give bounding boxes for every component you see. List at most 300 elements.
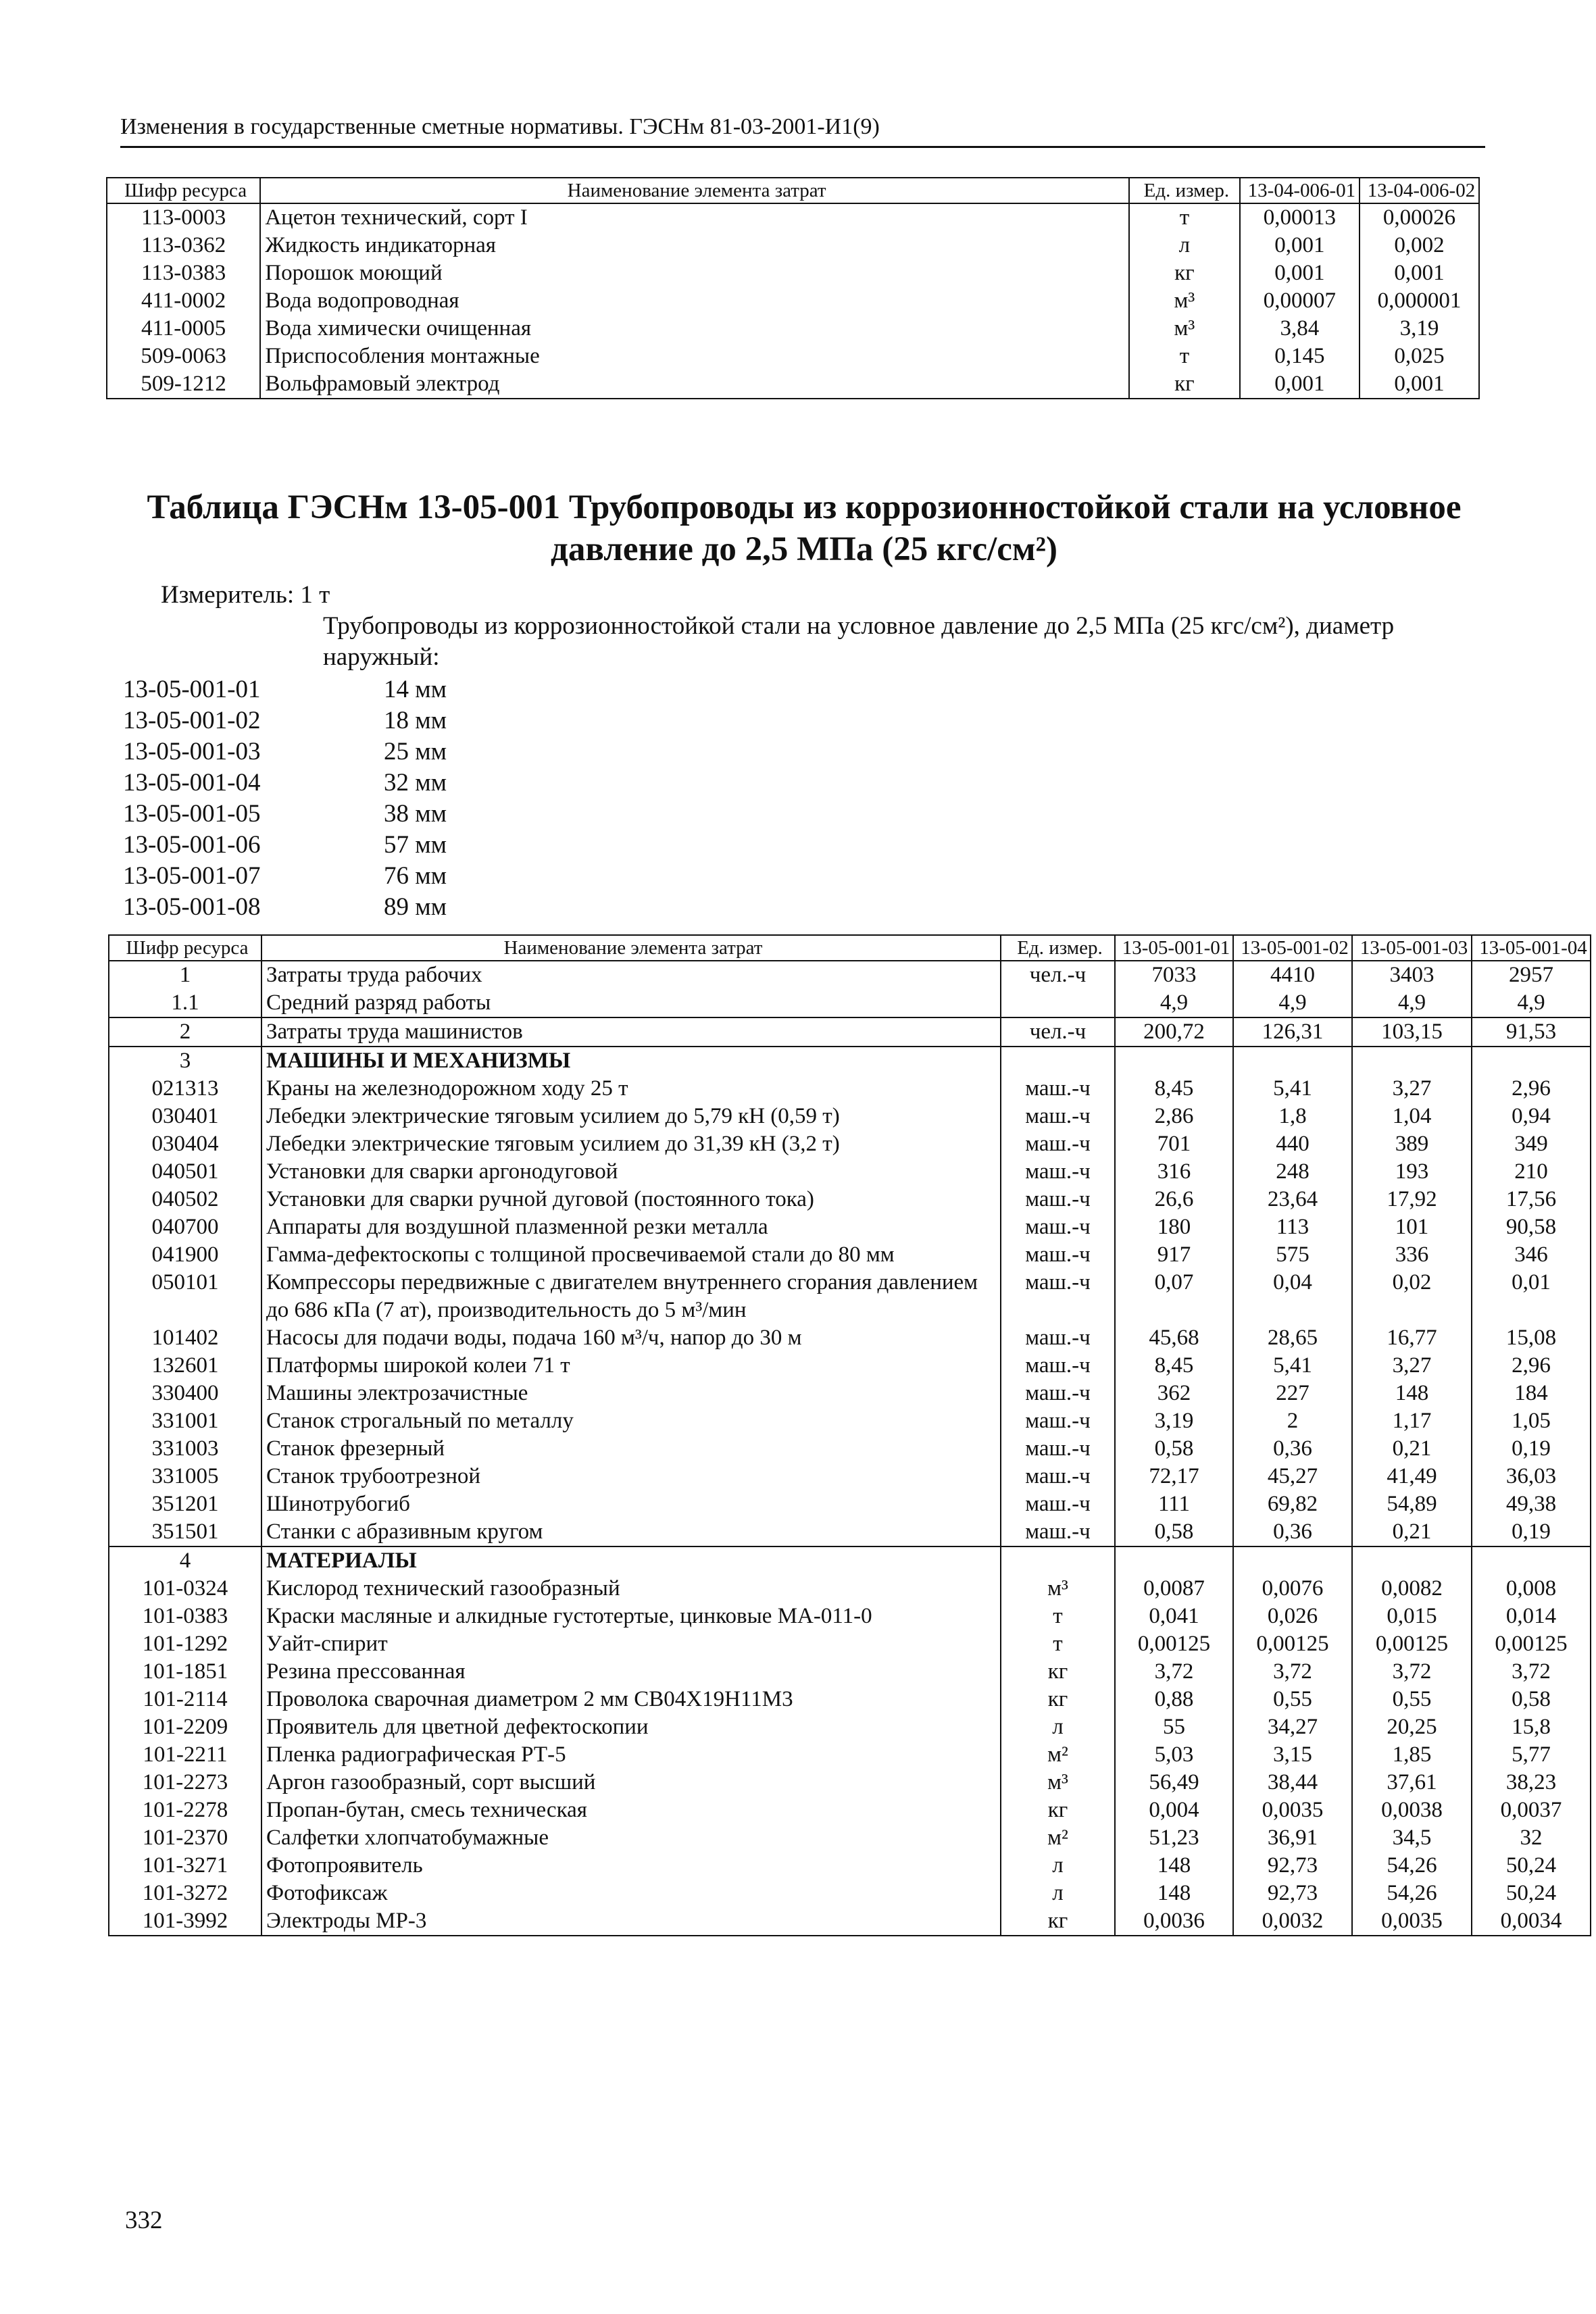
value-cell: 69,82 xyxy=(1233,1490,1352,1518)
diameter: 89 мм xyxy=(384,893,447,921)
resource-name: Лебедки электрические тяговым усилием до 31,39 кН (3,2 т) xyxy=(261,1130,1001,1158)
value-cell: 0,0034 xyxy=(1472,1907,1591,1936)
value-cell: 362 xyxy=(1115,1380,1233,1407)
value-cell: 34,5 xyxy=(1352,1824,1472,1852)
value-cell: 575 xyxy=(1233,1241,1352,1269)
value-cell: 20,25 xyxy=(1352,1713,1472,1741)
resource-code: 030401 xyxy=(109,1103,261,1130)
description-text: Трубопроводы из коррозионностойкой стали на условное давление до 2,5 МПа (25 кгс/см²), диаметр наружный: xyxy=(323,612,1395,671)
value-cell: 2,96 xyxy=(1472,1075,1591,1103)
unit: маш.-ч xyxy=(1001,1158,1115,1186)
resource-name: Жидкость индикаторная xyxy=(260,232,1129,259)
value-cell: 148 xyxy=(1352,1380,1472,1407)
unit: л xyxy=(1001,1880,1115,1907)
value-cell: 0,0032 xyxy=(1233,1907,1352,1936)
value-cell: 3,72 xyxy=(1233,1658,1352,1686)
value-cell: 15,8 xyxy=(1472,1713,1591,1741)
diameter: 32 мм xyxy=(384,769,447,797)
value-cell: 0,19 xyxy=(1472,1518,1591,1546)
unit xyxy=(1001,1047,1115,1075)
value-cell: 2,86 xyxy=(1115,1103,1233,1130)
value-cell: 4,9 xyxy=(1115,989,1233,1017)
value-cell: 45,68 xyxy=(1115,1324,1233,1352)
value-cell: 0,0082 xyxy=(1352,1575,1472,1603)
value-cell: 0,00013 xyxy=(1240,203,1360,232)
resource-name: Установки для сварки аргонодуговой xyxy=(261,1158,1001,1186)
value-cell: 0,025 xyxy=(1360,343,1479,370)
value-cell: 0,001 xyxy=(1240,232,1360,259)
table-row xyxy=(107,232,1479,259)
resource-name: Пропан-бутан, смесь техническая xyxy=(261,1796,1001,1824)
resource-code: 101-0383 xyxy=(109,1603,261,1630)
column-header: 13-05-001-04 xyxy=(1472,935,1591,961)
code-item xyxy=(123,830,447,861)
resource-code: 101-1292 xyxy=(109,1630,261,1658)
table-row xyxy=(107,203,1479,232)
resource-code: 101-2370 xyxy=(109,1824,261,1852)
value-cell: 0,36 xyxy=(1233,1518,1352,1546)
resource-name: Краски масляные и алкидные густотертые, цинковые МА-011-0 xyxy=(261,1603,1001,1630)
resource-code: 132601 xyxy=(109,1352,261,1380)
value-cell: 55 xyxy=(1115,1713,1233,1741)
unit: т xyxy=(1001,1630,1115,1658)
meter-label: Измеритель: 1 т xyxy=(161,581,330,609)
value-cell: 2957 xyxy=(1472,961,1591,989)
resource-code: 1.1 xyxy=(109,989,261,1017)
resource-name: Платформы широкой колеи 71 т xyxy=(261,1352,1001,1380)
resource-name: Аргон газообразный, сорт высший xyxy=(261,1769,1001,1796)
table-row xyxy=(109,1852,1591,1880)
value-cell: 0,00125 xyxy=(1115,1630,1233,1658)
code-list xyxy=(123,674,447,923)
unit: маш.-ч xyxy=(1001,1213,1115,1241)
running-header: Изменения в государственные сметные нормативы. ГЭСНм 81-03-2001-И1(9) xyxy=(120,114,1485,148)
value-cell xyxy=(1472,1047,1591,1075)
resource-code: 1 xyxy=(109,961,261,989)
resource-name: Затраты труда машинистов xyxy=(261,1017,1001,1047)
table-row xyxy=(109,1603,1591,1630)
value-cell: 3,72 xyxy=(1472,1658,1591,1686)
section-title: МАШИНЫ И МЕХАНИЗМЫ xyxy=(261,1047,1001,1075)
unit: кг xyxy=(1129,370,1240,399)
value-cell: 148 xyxy=(1115,1880,1233,1907)
unit: л xyxy=(1001,1852,1115,1880)
value-cell: 0,07 xyxy=(1115,1269,1233,1324)
unit: маш.-ч xyxy=(1001,1241,1115,1269)
value-cell: 200,72 xyxy=(1115,1017,1233,1047)
column-header: 13-05-001-01 xyxy=(1115,935,1233,961)
unit: м³ xyxy=(1001,1769,1115,1796)
value-cell: 0,015 xyxy=(1352,1603,1472,1630)
resource-name: Машины электрозачистные xyxy=(261,1380,1001,1407)
code-item xyxy=(123,736,447,768)
resources-table-13-04-006 xyxy=(106,177,1480,399)
value-cell: 0,0036 xyxy=(1115,1907,1233,1936)
unit: кг xyxy=(1001,1686,1115,1713)
resource-name: Гамма-дефектоскопы с толщиной просвечиваемой стали до 80 мм xyxy=(261,1241,1001,1269)
resources-table-13-05-001 xyxy=(108,934,1591,1936)
value-cell: 0,00007 xyxy=(1240,287,1360,315)
table-row xyxy=(109,1686,1591,1713)
value-cell: 184 xyxy=(1472,1380,1591,1407)
code-item xyxy=(123,674,447,705)
value-cell: 3,72 xyxy=(1115,1658,1233,1686)
value-cell: 0,0038 xyxy=(1352,1796,1472,1824)
table-row xyxy=(109,1269,1591,1324)
value-cell: 0,00026 xyxy=(1360,203,1479,232)
table-row xyxy=(109,1907,1591,1936)
value-cell xyxy=(1233,1546,1352,1575)
table-row xyxy=(109,1241,1591,1269)
diameter: 76 мм xyxy=(384,862,447,890)
norm-code: 13-05-001-06 xyxy=(123,831,261,859)
table-row xyxy=(109,1047,1591,1075)
value-cell: 389 xyxy=(1352,1130,1472,1158)
table-row xyxy=(109,1158,1591,1186)
table-row xyxy=(109,1824,1591,1852)
table-row xyxy=(109,1075,1591,1103)
unit: чел.-ч xyxy=(1001,1017,1115,1047)
value-cell: 45,27 xyxy=(1233,1463,1352,1490)
value-cell: 36,03 xyxy=(1472,1463,1591,1490)
value-cell: 2 xyxy=(1233,1407,1352,1435)
resource-name: Резина прессованная xyxy=(261,1658,1001,1686)
table-row xyxy=(109,1380,1591,1407)
value-cell: 0,0037 xyxy=(1472,1796,1591,1824)
value-cell: 1,04 xyxy=(1352,1103,1472,1130)
value-cell: 0,58 xyxy=(1115,1435,1233,1463)
value-cell: 1,85 xyxy=(1352,1741,1472,1769)
unit: кг xyxy=(1001,1658,1115,1686)
value-cell: 316 xyxy=(1115,1158,1233,1186)
unit: м³ xyxy=(1129,287,1240,315)
resource-code: 331005 xyxy=(109,1463,261,1490)
value-cell: 0,002 xyxy=(1360,232,1479,259)
value-cell: 0,19 xyxy=(1472,1435,1591,1463)
value-cell: 113 xyxy=(1233,1213,1352,1241)
value-cell: 51,23 xyxy=(1115,1824,1233,1852)
resource-name: Фотопроявитель xyxy=(261,1852,1001,1880)
value-cell: 0,041 xyxy=(1115,1603,1233,1630)
unit: чел.-ч xyxy=(1001,961,1115,989)
value-cell: 3,84 xyxy=(1240,315,1360,343)
resource-code: 101-3272 xyxy=(109,1880,261,1907)
value-cell: 3,27 xyxy=(1352,1075,1472,1103)
value-cell: 5,77 xyxy=(1472,1741,1591,1769)
value-cell: 103,15 xyxy=(1352,1017,1472,1047)
unit: маш.-ч xyxy=(1001,1518,1115,1546)
resource-code: 331003 xyxy=(109,1435,261,1463)
unit: маш.-ч xyxy=(1001,1130,1115,1158)
resource-name: Ацетон технический, сорт I xyxy=(260,203,1129,232)
table-row xyxy=(109,1352,1591,1380)
resource-name: Насосы для подачи воды, подача 160 м³/ч, напор до 30 м xyxy=(261,1324,1001,1352)
unit: кг xyxy=(1001,1907,1115,1936)
norm-code: 13-05-001-02 xyxy=(123,707,261,734)
unit: маш.-ч xyxy=(1001,1490,1115,1518)
table-body xyxy=(107,203,1479,399)
resource-name: Салфетки хлопчатобумажные xyxy=(261,1824,1001,1852)
value-cell: 26,6 xyxy=(1115,1186,1233,1213)
value-cell: 0,014 xyxy=(1472,1603,1591,1630)
column-header: Шифр ресурса xyxy=(107,178,260,203)
value-cell: 5,41 xyxy=(1233,1352,1352,1380)
resource-name: Приспособления монтажные xyxy=(260,343,1129,370)
table-row xyxy=(107,315,1479,343)
resource-name: Порошок моющий xyxy=(260,259,1129,287)
unit: маш.-ч xyxy=(1001,1269,1115,1324)
code-item xyxy=(123,892,447,923)
value-cell: 227 xyxy=(1233,1380,1352,1407)
resource-code: 509-0063 xyxy=(107,343,260,370)
resource-code: 101-1851 xyxy=(109,1658,261,1686)
value-cell: 111 xyxy=(1115,1490,1233,1518)
diameter: 38 мм xyxy=(384,800,447,828)
diameter: 25 мм xyxy=(384,738,447,765)
column-header: 13-05-001-02 xyxy=(1233,935,1352,961)
column-header: 13-05-001-03 xyxy=(1352,935,1472,961)
value-cell: 0,001 xyxy=(1240,370,1360,399)
table-row xyxy=(109,1463,1591,1490)
unit: маш.-ч xyxy=(1001,1324,1115,1352)
unit: м² xyxy=(1001,1741,1115,1769)
table-row xyxy=(109,1324,1591,1352)
value-cell: 248 xyxy=(1233,1158,1352,1186)
value-cell: 0,0087 xyxy=(1115,1575,1233,1603)
norm-code: 13-05-001-08 xyxy=(123,893,261,921)
resource-code: 101-0324 xyxy=(109,1575,261,1603)
unit: маш.-ч xyxy=(1001,1435,1115,1463)
resource-name: Станок фрезерный xyxy=(261,1435,1001,1463)
row-group xyxy=(109,1047,1591,1546)
table-row xyxy=(109,1490,1591,1518)
value-cell: 0,001 xyxy=(1240,259,1360,287)
value-cell: 148 xyxy=(1115,1852,1233,1880)
value-cell: 5,03 xyxy=(1115,1741,1233,1769)
resource-code: 101-3271 xyxy=(109,1852,261,1880)
unit: кг xyxy=(1129,259,1240,287)
unit: м³ xyxy=(1129,315,1240,343)
code-item xyxy=(123,861,447,892)
value-cell: 3,72 xyxy=(1352,1658,1472,1686)
value-cell: 180 xyxy=(1115,1213,1233,1241)
resource-name: Станок трубоотрезной xyxy=(261,1463,1001,1490)
value-cell: 0,02 xyxy=(1352,1269,1472,1324)
value-cell: 0,001 xyxy=(1360,259,1479,287)
code-item xyxy=(123,705,447,736)
resource-code: 2 xyxy=(109,1017,261,1047)
table-row xyxy=(109,1630,1591,1658)
table-row xyxy=(109,1017,1591,1047)
table-row xyxy=(109,1435,1591,1463)
value-cell: 54,89 xyxy=(1352,1490,1472,1518)
resource-code: 050101 xyxy=(109,1269,261,1324)
code-item xyxy=(123,799,447,830)
value-cell xyxy=(1115,1546,1233,1575)
value-cell: 3,27 xyxy=(1352,1352,1472,1380)
value-cell xyxy=(1472,1546,1591,1575)
value-cell: 193 xyxy=(1352,1158,1472,1186)
table-row xyxy=(109,1658,1591,1686)
norm-code: 13-05-001-04 xyxy=(123,769,261,797)
value-cell: 0,55 xyxy=(1233,1686,1352,1713)
value-cell: 0,00125 xyxy=(1233,1630,1352,1658)
value-cell: 2,96 xyxy=(1472,1352,1591,1380)
resource-name: Средний разряд работы xyxy=(261,989,1001,1017)
table-row xyxy=(109,1713,1591,1741)
resource-code: 411-0002 xyxy=(107,287,260,315)
value-cell: 0,55 xyxy=(1352,1686,1472,1713)
unit: маш.-ч xyxy=(1001,1380,1115,1407)
value-cell: 917 xyxy=(1115,1241,1233,1269)
value-cell: 0,58 xyxy=(1115,1518,1233,1546)
resource-name: Аппараты для воздушной плазменной резки металла xyxy=(261,1213,1001,1241)
value-cell: 701 xyxy=(1115,1130,1233,1158)
norm-code: 13-05-001-01 xyxy=(123,676,261,703)
row-group xyxy=(109,961,1591,1017)
norm-code: 13-05-001-07 xyxy=(123,862,261,890)
unit: кг xyxy=(1001,1796,1115,1824)
resource-name: Лебедки электрические тяговым усилием до 5,79 кН (0,59 т) xyxy=(261,1103,1001,1130)
norm-code: 13-05-001-03 xyxy=(123,738,261,765)
resource-code: 3 xyxy=(109,1047,261,1075)
table-row xyxy=(109,1546,1591,1575)
column-header: 13-04-006-01 xyxy=(1240,178,1360,203)
resource-name: Станки с абразивным кругом xyxy=(261,1518,1001,1546)
resource-code: 411-0005 xyxy=(107,315,260,343)
value-cell: 92,73 xyxy=(1233,1880,1352,1907)
unit: маш.-ч xyxy=(1001,1352,1115,1380)
table-row xyxy=(107,343,1479,370)
value-cell: 0,001 xyxy=(1360,370,1479,399)
resource-code: 101-2278 xyxy=(109,1796,261,1824)
value-cell: 50,24 xyxy=(1472,1880,1591,1907)
resource-code: 331001 xyxy=(109,1407,261,1435)
resource-code: 021313 xyxy=(109,1075,261,1103)
value-cell: 56,49 xyxy=(1115,1769,1233,1796)
resource-code: 041900 xyxy=(109,1241,261,1269)
unit: м³ xyxy=(1001,1575,1115,1603)
value-cell: 0,145 xyxy=(1240,343,1360,370)
norm-code: 13-05-001-05 xyxy=(123,800,261,828)
table-row xyxy=(107,259,1479,287)
value-cell: 92,73 xyxy=(1233,1852,1352,1880)
value-cell: 23,64 xyxy=(1233,1186,1352,1213)
resource-code: 4 xyxy=(109,1546,261,1575)
value-cell: 4,9 xyxy=(1233,989,1352,1017)
value-cell: 38,23 xyxy=(1472,1769,1591,1796)
value-cell: 8,45 xyxy=(1115,1075,1233,1103)
unit: маш.-ч xyxy=(1001,1407,1115,1435)
resource-code: 101402 xyxy=(109,1324,261,1352)
resource-code: 101-3992 xyxy=(109,1907,261,1936)
value-cell: 0,004 xyxy=(1115,1796,1233,1824)
resource-code: 040501 xyxy=(109,1158,261,1186)
resource-name: Фотофиксаж xyxy=(261,1880,1001,1907)
value-cell: 49,38 xyxy=(1472,1490,1591,1518)
unit: т xyxy=(1001,1603,1115,1630)
value-cell: 72,17 xyxy=(1115,1463,1233,1490)
value-cell: 7033 xyxy=(1115,961,1233,989)
section-title: МАТЕРИАЛЫ xyxy=(261,1546,1001,1575)
value-cell: 1,05 xyxy=(1472,1407,1591,1435)
page-number: 332 xyxy=(125,2207,163,2234)
table-row xyxy=(109,1796,1591,1824)
value-cell: 0,04 xyxy=(1233,1269,1352,1324)
resource-name: Пленка радиографическая РТ-5 xyxy=(261,1741,1001,1769)
resource-name: Кислород технический газообразный xyxy=(261,1575,1001,1603)
value-cell: 38,44 xyxy=(1233,1769,1352,1796)
value-cell: 0,000001 xyxy=(1360,287,1479,315)
value-cell: 28,65 xyxy=(1233,1324,1352,1352)
value-cell: 54,26 xyxy=(1352,1852,1472,1880)
table-title: Таблица ГЭСНм 13-05-001 Трубопроводы из коррозионностойкой стали на условное давление до 2,5 МПа (25 кгс/см²) xyxy=(147,488,1462,568)
value-cell: 5,41 xyxy=(1233,1075,1352,1103)
column-header: Ед. измер. xyxy=(1129,178,1240,203)
unit: маш.-ч xyxy=(1001,1186,1115,1213)
value-cell: 54,26 xyxy=(1352,1880,1472,1907)
value-cell: 36,91 xyxy=(1233,1824,1352,1852)
resource-code: 351501 xyxy=(109,1518,261,1546)
value-cell xyxy=(1115,1047,1233,1075)
value-cell: 0,0035 xyxy=(1233,1796,1352,1824)
resource-name: Проявитель для цветной дефектоскопии xyxy=(261,1713,1001,1741)
value-cell: 3,15 xyxy=(1233,1741,1352,1769)
table-row xyxy=(109,989,1591,1017)
table-row xyxy=(109,1130,1591,1158)
value-cell: 0,026 xyxy=(1233,1603,1352,1630)
column-header: Ед. измер. xyxy=(1001,935,1115,961)
resource-name: Проволока сварочная диаметром 2 мм СВ04Х19Н11М3 xyxy=(261,1686,1001,1713)
value-cell: 4,9 xyxy=(1472,989,1591,1017)
unit xyxy=(1001,989,1115,1017)
column-header: Шифр ресурса xyxy=(109,935,261,961)
resource-name: Шинотрубогиб xyxy=(261,1490,1001,1518)
value-cell: 0,008 xyxy=(1472,1575,1591,1603)
table-row xyxy=(109,1575,1591,1603)
value-cell: 0,0076 xyxy=(1233,1575,1352,1603)
table-row xyxy=(109,1103,1591,1130)
row-group xyxy=(109,1546,1591,1936)
value-cell: 50,24 xyxy=(1472,1852,1591,1880)
resource-code: 330400 xyxy=(109,1380,261,1407)
value-cell: 0,58 xyxy=(1472,1686,1591,1713)
value-cell: 0,0035 xyxy=(1352,1907,1472,1936)
column-header: Наименование элемента затрат xyxy=(260,178,1129,203)
resource-name: Компрессоры передвижные с двигателем внутреннего сгорания давлением до 686 кПа (7 ат), производительность до 5 м³/мин xyxy=(261,1269,1001,1324)
table-row xyxy=(109,1186,1591,1213)
resource-code: 101-2114 xyxy=(109,1686,261,1713)
unit xyxy=(1001,1546,1115,1575)
value-cell: 210 xyxy=(1472,1158,1591,1186)
unit: л xyxy=(1001,1713,1115,1741)
row-group xyxy=(109,1017,1591,1047)
resource-code: 101-2273 xyxy=(109,1769,261,1796)
resource-name: Вольфрамовый электрод xyxy=(260,370,1129,399)
column-header: 13-04-006-02 xyxy=(1360,178,1479,203)
table-row xyxy=(109,1741,1591,1769)
resource-code: 040502 xyxy=(109,1186,261,1213)
value-cell: 0,88 xyxy=(1115,1686,1233,1713)
resource-code: 113-0362 xyxy=(107,232,260,259)
value-cell xyxy=(1352,1546,1472,1575)
diameter: 18 мм xyxy=(384,707,447,734)
resource-code: 040700 xyxy=(109,1213,261,1241)
table-row xyxy=(109,1213,1591,1241)
resource-code: 509-1212 xyxy=(107,370,260,399)
unit: маш.-ч xyxy=(1001,1463,1115,1490)
resource-name: Уайт-спирит xyxy=(261,1630,1001,1658)
